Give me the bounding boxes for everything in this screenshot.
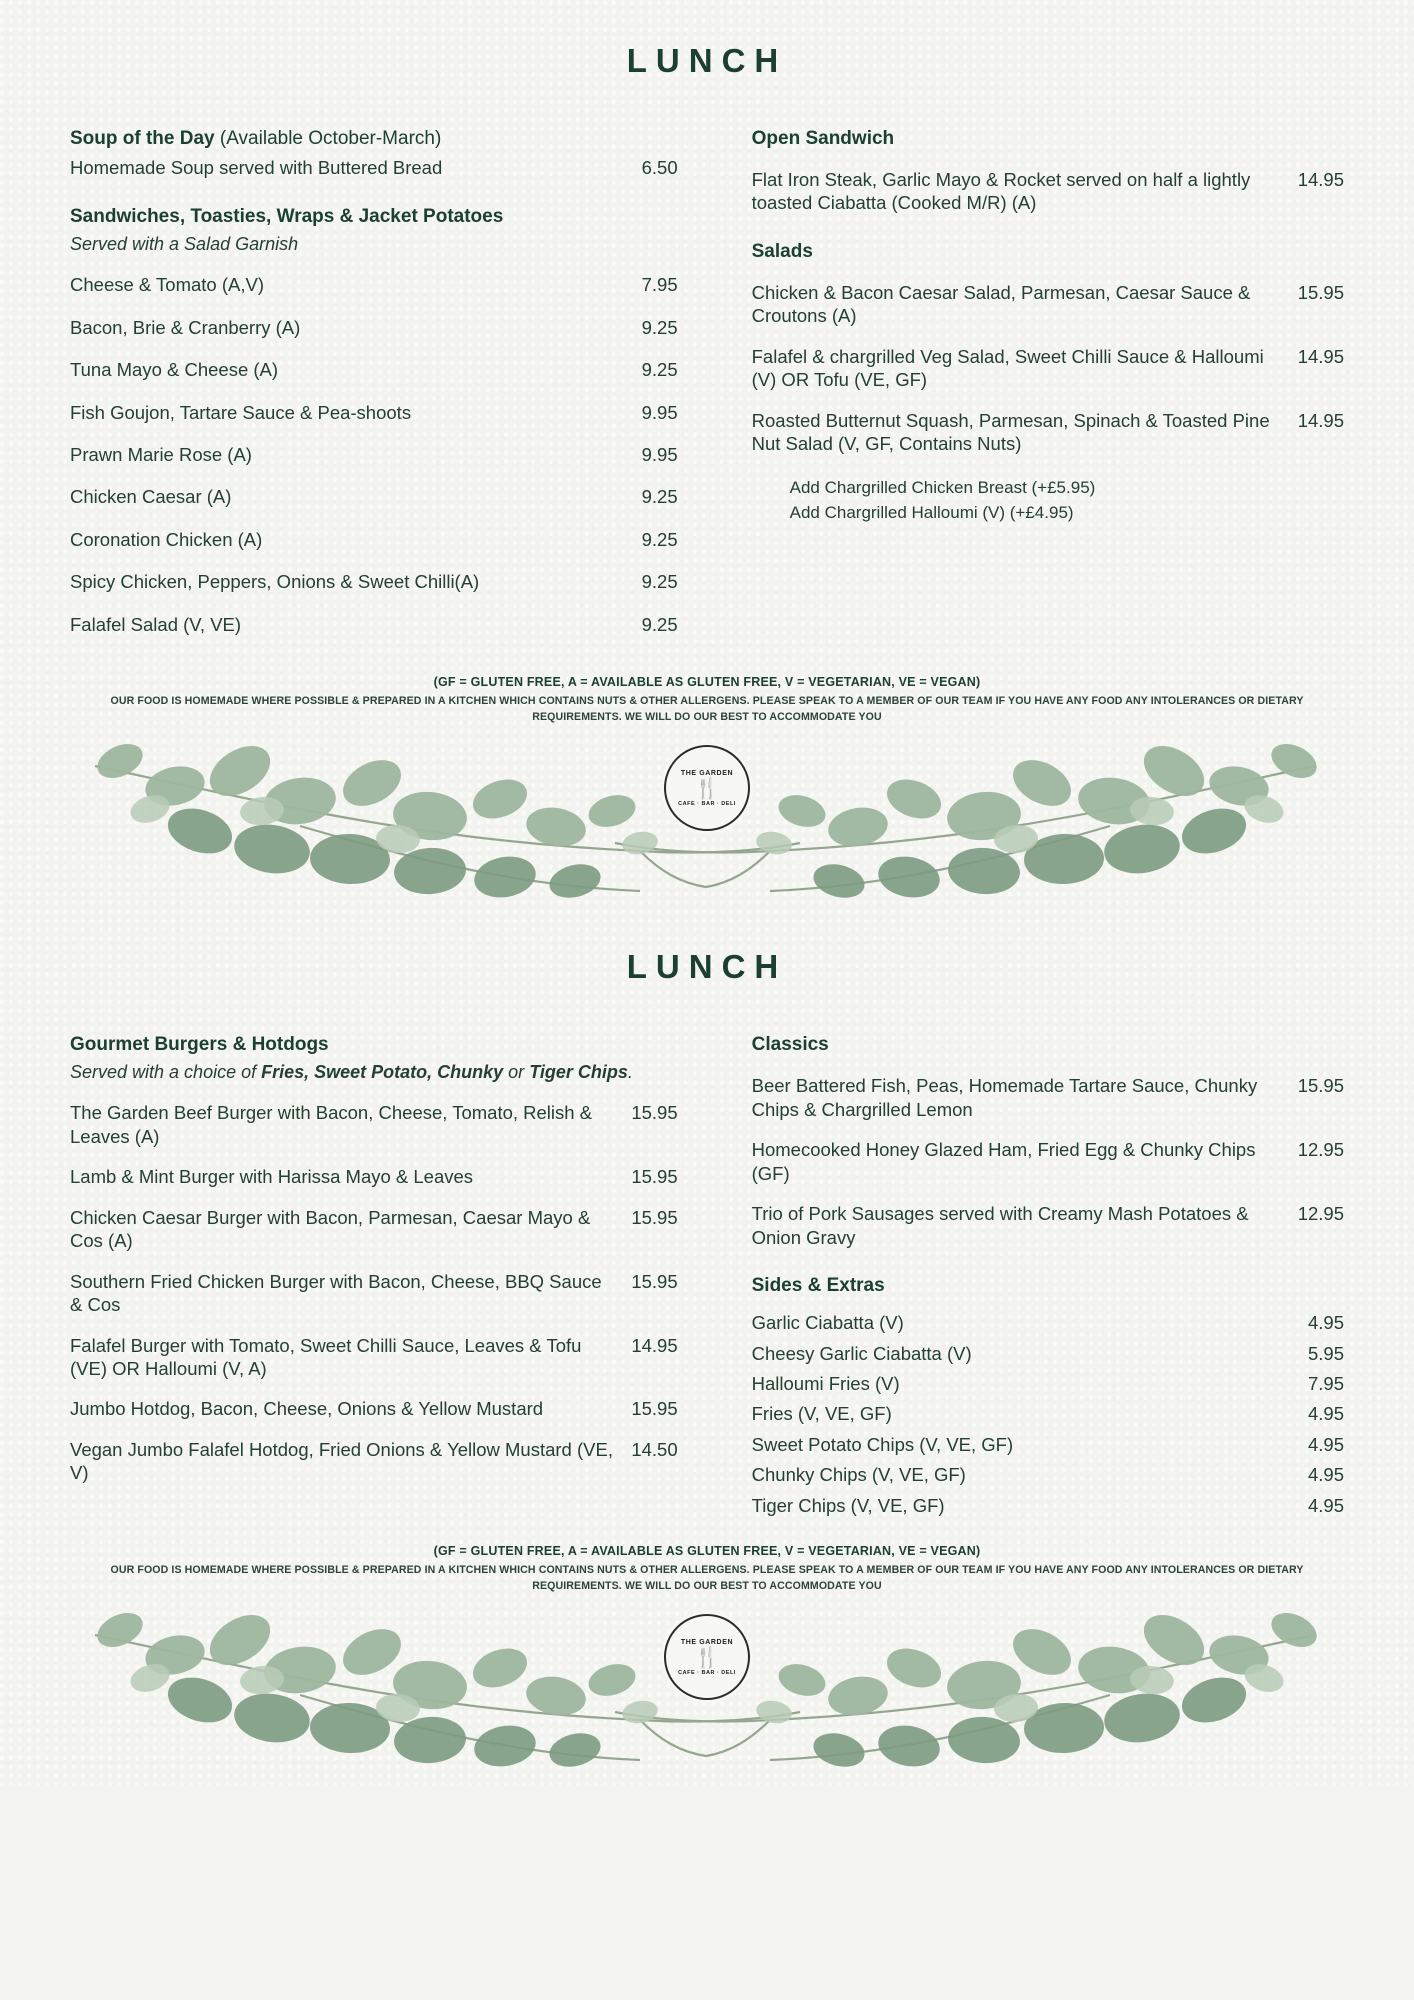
menu-item-row (70, 401, 678, 424)
menu-item-price: 15.95 (1297, 1075, 1344, 1097)
menu-page (0, 0, 1414, 725)
page-title: LUNCH (626, 42, 788, 79)
menu-item-price: 15.95 (631, 1166, 678, 1188)
menu-item-name: Fish Goujon, Tartare Sauce & Pea-shoots (70, 401, 412, 423)
menu-item-list (752, 281, 1344, 456)
menu-item-list (70, 1101, 678, 1485)
menu-item-row (70, 1270, 678, 1317)
menu-item-name: The Garden Beef Burger with Bacon, Cheese, Tomato, Relish & Leaves (A) (70, 1102, 593, 1147)
menu-addons (790, 476, 1344, 525)
menu-item-price: 14.50 (631, 1438, 678, 1460)
menu-item-name: Garlic Ciabatta (V) (751, 1312, 904, 1334)
menu-section (752, 1034, 1344, 1249)
menu-item-price: 9.95 (641, 443, 678, 465)
menu-item-name: Homecooked Honey Glazed Ham, Fried Egg & Chunky Chips (GF) (751, 1139, 1256, 1184)
fork-knife-icon: 🍴 (694, 777, 720, 800)
menu-item-price: 4.95 (1307, 1312, 1344, 1334)
menu-item-row (70, 1206, 678, 1253)
menu-addon-line: Add Chargrilled Chicken Breast (+£5.95) (789, 477, 1096, 497)
menu-item-row (752, 1463, 1344, 1486)
menu-item-row (752, 1494, 1344, 1517)
menu-column-right (736, 102, 1344, 655)
menu-item-list (752, 1311, 1344, 1517)
menu-section (70, 1034, 678, 1485)
menu-item-name: Jumbo Hotdog, Bacon, Cheese, Onions & Yellow Mustard (70, 1398, 544, 1420)
menu-item-name: Chunky Chips (V, VE, GF) (751, 1464, 966, 1486)
menu-item-row (70, 316, 678, 339)
menu-item-row (70, 485, 678, 508)
menu-item-price: 12.95 (1297, 1203, 1344, 1225)
section-heading-bold: Sandwiches, Toasties, Wraps & Jacket Potatoes (70, 206, 504, 228)
brand-logo-top-text: THE GARDEN (680, 769, 734, 777)
menu-item-price: 14.95 (631, 1334, 678, 1356)
menu-section (752, 128, 1344, 215)
menu-item-name: Cheese & Tomato (A,V) (70, 274, 264, 296)
menu-item-name: Spicy Chicken, Peppers, Onions & Sweet Chilli(A) (70, 571, 480, 593)
menu-addon-line: Add Chargrilled Halloumi (V) (+£4.95) (789, 502, 1074, 522)
menu-item-list (70, 273, 678, 636)
menu-item-row (70, 1165, 678, 1188)
menu-item-row (752, 1342, 1344, 1365)
menu-item-price: 9.25 (641, 359, 678, 381)
menu-item-price: 14.95 (1297, 409, 1344, 431)
menu-item-row (70, 358, 678, 381)
menu-column-left (70, 102, 678, 655)
menu-item-row (70, 1334, 678, 1381)
menu-column-right (736, 1008, 1344, 1524)
menu-item-price: 9.25 (641, 486, 678, 508)
menu-item-price: 15.95 (631, 1102, 678, 1124)
menu-item-row (752, 1433, 1344, 1456)
allergen-key: (GF = GLUTEN FREE, A = AVAILABLE AS GLUTEN FREE, V = VEGETARIAN, VE = VEGAN) (433, 1544, 981, 1559)
menu-item-name: Vegan Jumbo Falafel Hotdog, Fried Onions & Yellow Mustard (VE, V) (70, 1438, 613, 1484)
section-heading-bold: Gourmet Burgers & Hotdogs (70, 1034, 329, 1056)
fork-knife-icon: 🍴 (694, 1646, 720, 1669)
section-heading (752, 1275, 1344, 1297)
section-heading-bold: Soup of the Day (70, 128, 215, 149)
menu-columns (70, 102, 1344, 655)
menu-item-price: 4.95 (1307, 1464, 1344, 1486)
menu-item-name: Southern Fried Chicken Burger with Bacon, Cheese, BBQ Sauce & Cos (70, 1270, 602, 1316)
menu-item-row (70, 1438, 678, 1485)
menu-item-name: Cheesy Garlic Ciabatta (V) (751, 1342, 972, 1364)
menu-item-name: Halloumi Fries (V) (751, 1373, 900, 1394)
menu-item-price: 15.95 (631, 1206, 678, 1228)
menu-item-row (70, 570, 678, 593)
section-heading-note: (Available October-March) (214, 128, 442, 149)
menu-page (0, 906, 1414, 1594)
menu-item-row (70, 156, 678, 180)
menu-item-price: 4.95 (1307, 1433, 1344, 1455)
menu-item-price: 12.95 (1297, 1139, 1344, 1161)
menu-section (752, 241, 1344, 525)
menu-item-row (70, 273, 678, 296)
menu-item-row (752, 1138, 1344, 1185)
menu-item-row (70, 528, 678, 551)
menu-item-row (70, 613, 678, 636)
menu-item-name: Chicken Caesar (A) (70, 486, 232, 508)
page-title: LUNCH (626, 948, 788, 986)
menu-section (752, 1275, 1344, 1517)
menu-item-row (752, 1402, 1344, 1425)
section-heading-bold: Sides & Extras (751, 1275, 885, 1297)
menu-item-name: Roasted Butternut Squash, Parmesan, Spinach & Toasted Pine Nut Salad (V, GF, Contains Nuts) (751, 409, 1270, 455)
allergen-key: (GF = GLUTEN FREE, A = AVAILABLE AS GLUTEN FREE, V = VEGETARIAN, VE = VEGAN) (433, 675, 981, 690)
menu-item-price: 15.95 (1297, 281, 1344, 303)
section-heading (752, 241, 1344, 263)
menu-item-name: Falafel Burger with Tomato, Sweet Chilli Sauce, Leaves & Tofu (VE) OR Halloumi (V, A) (70, 1334, 582, 1379)
botanical-band (0, 731, 1414, 906)
menu-item-price: 9.25 (641, 316, 678, 338)
menu-item-price: 5.95 (1307, 1342, 1344, 1364)
section-heading (70, 206, 678, 228)
menu-item-row (752, 168, 1344, 215)
section-subtitle: Served with a choice of Fries, Sweet Potato, Chunky or Tiger Chips. (70, 1062, 633, 1083)
menu-item-name: Homemade Soup served with Buttered Bread (70, 157, 443, 178)
menu-item-name: Lamb & Mint Burger with Harissa Mayo & Leaves (70, 1166, 474, 1188)
section-subtitle: Served with a Salad Garnish (70, 234, 299, 255)
menu-item-price: 14.95 (1297, 169, 1344, 190)
menu-item-list (752, 168, 1344, 215)
menu-item-price: 9.25 (641, 571, 678, 593)
brand-logo-bottom-text: CAFE · BAR · DELI (678, 800, 736, 807)
menu-item-row (70, 1101, 678, 1148)
menu-column-left (70, 1008, 678, 1524)
allergen-footer (70, 675, 1344, 725)
menu-section (70, 206, 678, 636)
menu-item-name: Sweet Potato Chips (V, VE, GF) (751, 1433, 1014, 1455)
menu-item-row (70, 1397, 678, 1420)
menu-section (70, 128, 678, 180)
menu-item-row (752, 1372, 1344, 1395)
menu-item-price: 9.25 (641, 528, 678, 550)
menu-item-name: Trio of Pork Sausages served with Creamy Mash Potatoes & Onion Gravy (751, 1203, 1249, 1248)
allergen-disclaimer: OUR FOOD IS HOMEMADE WHERE POSSIBLE & PREPARED IN A KITCHEN WHICH CONTAINS NUTS & OTHER ALLERGENS. PLEASE SPEAK TO A MEMBER OF OUR TEAM IF YOU HAVE ANY FOOD ANY INTOLERANCES OR DIETARY REQUIREMENTS. WE WILL DO OUR BEST TO ACCOMMODATE YOU (110, 1564, 1304, 1592)
menu-columns (70, 1008, 1344, 1524)
section-heading (70, 128, 678, 150)
menu-item-name: Fries (V, VE, GF) (751, 1403, 892, 1425)
menu-item-price: 4.95 (1307, 1494, 1344, 1516)
section-heading-bold: Open Sandwich (751, 128, 895, 149)
menu-item-row (70, 443, 678, 466)
menu-item-price: 7.95 (641, 274, 678, 296)
menu-item-name: Beer Battered Fish, Peas, Homemade Tartare Sauce, Chunky Chips & Chargrilled Lemon (751, 1075, 1258, 1120)
menu-item-price: 15.95 (631, 1270, 678, 1292)
brand-logo-bottom-text: CAFE · BAR · DELI (678, 1669, 736, 1676)
menu-item-name: Flat Iron Steak, Garlic Mayo & Rocket served on half a lightly toasted Ciabatta (Cooked M/R) (A) (751, 169, 1251, 214)
section-heading-bold: Classics (751, 1034, 829, 1056)
menu-item-name: Coronation Chicken (A) (70, 528, 263, 550)
allergen-disclaimer: OUR FOOD IS HOMEMADE WHERE POSSIBLE & PREPARED IN A KITCHEN WHICH CONTAINS NUTS & OTHER ALLERGENS. PLEASE SPEAK TO A MEMBER OF OUR TEAM IF YOU HAVE ANY FOOD ANY INTOLERANCES OR DIETARY REQUIREMENTS. WE WILL DO OUR BEST TO ACCOMMODATE YOU (110, 695, 1304, 723)
menu-item-name: Chicken & Bacon Caesar Salad, Parmesan, Caesar Sauce & Croutons (A) (751, 281, 1251, 327)
menu-item-price: 15.95 (631, 1398, 678, 1420)
menu-item-name: Falafel Salad (V, VE) (70, 613, 242, 635)
menu-item-row (752, 345, 1344, 392)
section-heading (752, 128, 1344, 150)
menu-item-row (752, 409, 1344, 456)
menu-item-row (752, 1074, 1344, 1121)
menu-item-name: Chicken Caesar Burger with Bacon, Parmesan, Caesar Mayo & Cos (A) (70, 1206, 591, 1252)
menu-item-price: 9.95 (641, 401, 678, 423)
menu-item-row (752, 281, 1344, 328)
menu-item-name: Bacon, Brie & Cranberry (A) (70, 316, 301, 338)
menu-item-list (752, 1074, 1344, 1249)
menu-item-price: 9.25 (641, 613, 678, 635)
section-heading-bold: Salads (751, 240, 813, 262)
menu-item-price: 4.95 (1307, 1403, 1344, 1425)
section-heading (752, 1034, 1344, 1056)
menu-item-price: 6.50 (641, 157, 678, 178)
menu-item-price: 7.95 (1307, 1373, 1344, 1394)
section-heading (70, 1034, 678, 1056)
menu-item-price: 14.95 (1297, 345, 1344, 367)
allergen-footer (70, 1544, 1344, 1594)
brand-logo (664, 745, 750, 831)
botanical-band (0, 1600, 1414, 1775)
menu-item-name: Tiger Chips (V, VE, GF) (751, 1494, 945, 1516)
brand-logo (664, 1614, 750, 1700)
menu-item-row (752, 1202, 1344, 1249)
menu-item-row (752, 1311, 1344, 1334)
brand-logo-top-text: THE GARDEN (680, 1638, 734, 1646)
menu-item-name: Tuna Mayo & Cheese (A) (70, 359, 279, 381)
menu-item-name: Falafel & chargrilled Veg Salad, Sweet Chilli Sauce & Halloumi (V) OR Tofu (VE, GF) (751, 345, 1264, 391)
menu-item-name: Prawn Marie Rose (A) (70, 443, 252, 465)
